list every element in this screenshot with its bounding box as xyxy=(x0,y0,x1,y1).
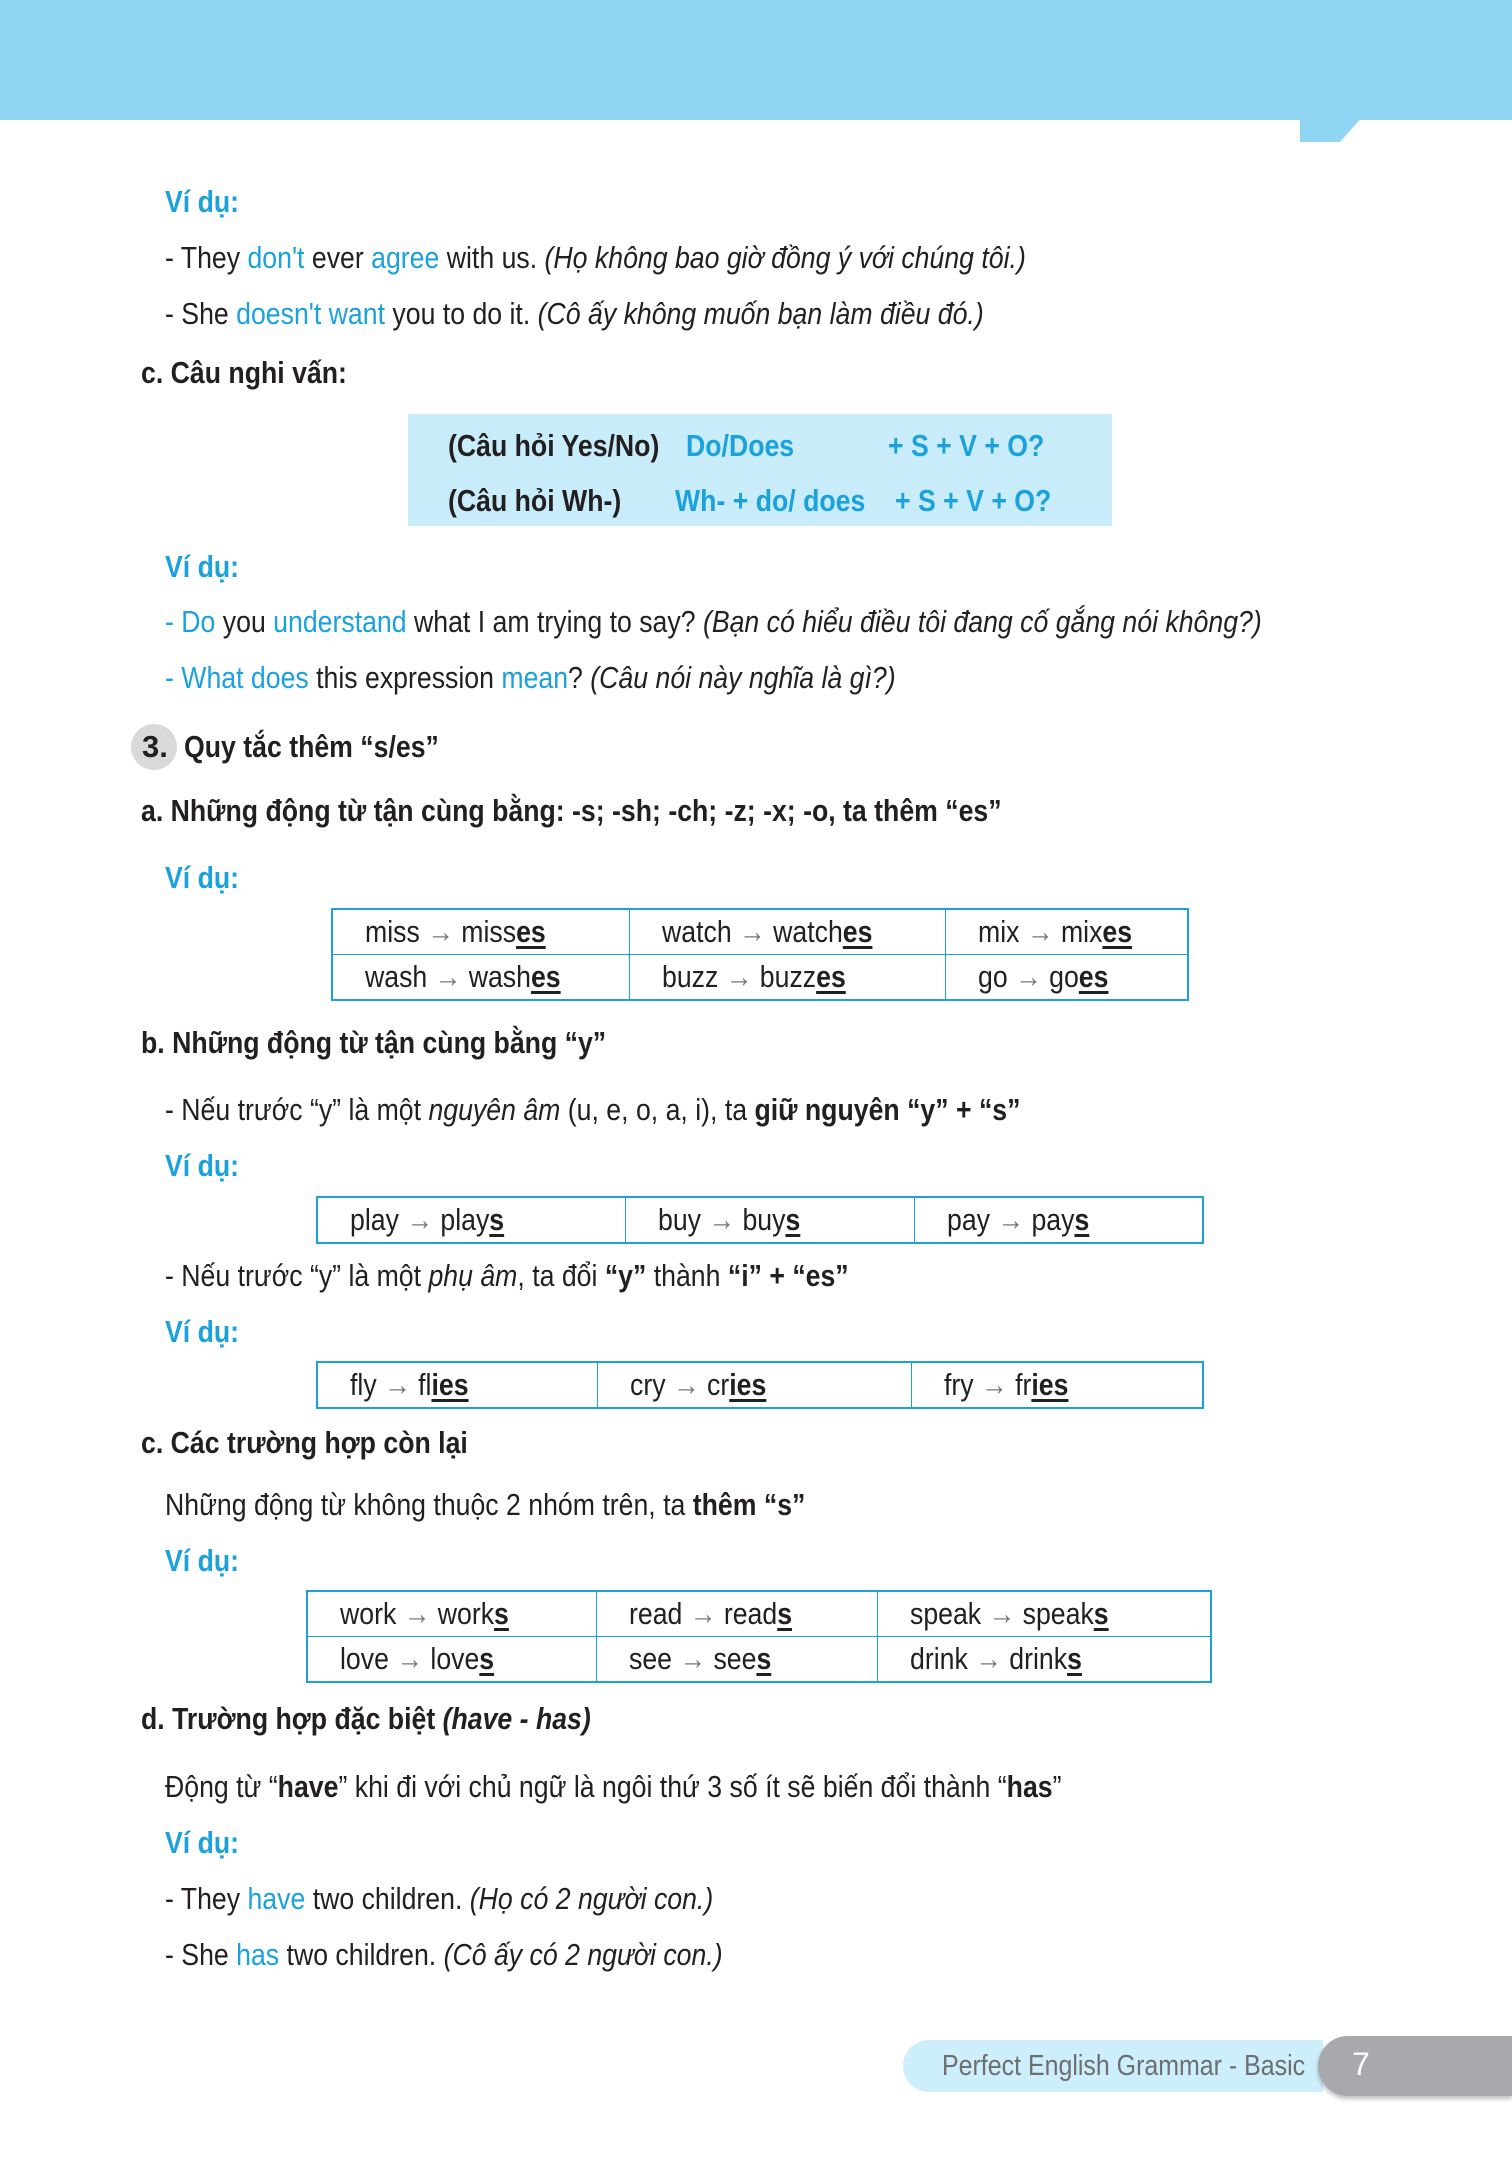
verb-suffix: s xyxy=(479,1641,495,1676)
table-cell xyxy=(626,1197,914,1243)
verb-stem: cr xyxy=(707,1367,730,1402)
example-label: Ví dụ: xyxy=(165,1825,240,1860)
highlight-text: mean xyxy=(501,660,569,695)
table-cell xyxy=(629,909,945,955)
section-number: 3. xyxy=(142,729,168,764)
highlight-text: - What does xyxy=(165,660,309,695)
verb-suffix: s xyxy=(494,1596,509,1631)
verb-stem: speak xyxy=(1022,1596,1094,1631)
text: ” xyxy=(1052,1769,1062,1804)
text: - Nếu trước “y” là một xyxy=(165,1258,429,1293)
table-cell xyxy=(946,909,1188,955)
arrow-icon: → xyxy=(989,1202,1032,1237)
verb-base: buy xyxy=(658,1202,702,1237)
example-label: Ví dụ: xyxy=(165,1543,240,1578)
arrow-icon: → xyxy=(682,1596,725,1631)
text: d. Trường hợp đặc biệt xyxy=(141,1701,443,1736)
verb-transform xyxy=(630,1367,766,1403)
arrow-icon: → xyxy=(731,914,773,949)
table-cell xyxy=(332,909,629,955)
verb-stem: love xyxy=(430,1641,480,1676)
verb-stem: pay xyxy=(1031,1202,1075,1237)
verb-base: pay xyxy=(946,1202,990,1237)
translation: (Cô ấy không muốn bạn làm điều đó.) xyxy=(537,296,984,331)
text: you to do it. xyxy=(384,296,538,331)
verb-base: work xyxy=(340,1596,397,1631)
verb-transform xyxy=(365,914,546,950)
verb-stem: go xyxy=(1049,959,1079,994)
example-sentence xyxy=(165,238,1026,278)
rule-text xyxy=(165,1090,1020,1130)
verb-stem: miss xyxy=(461,914,517,949)
example-sentence xyxy=(165,658,896,698)
verb-base: love xyxy=(340,1641,389,1676)
arrow-icon: → xyxy=(718,959,760,994)
text: ever xyxy=(304,240,372,275)
text: two children. xyxy=(305,1881,470,1916)
highlight-text: have xyxy=(247,1881,306,1916)
table-row xyxy=(317,1197,1203,1243)
emphasis-text: nguyên âm xyxy=(428,1092,561,1127)
verb-stem: read xyxy=(724,1596,778,1631)
rule-text xyxy=(165,1485,805,1525)
rule-text xyxy=(165,1767,1061,1807)
translation: (Bạn có hiểu điều tôi đang cố gắng nói không?) xyxy=(702,604,1262,639)
table-row xyxy=(317,1362,1203,1408)
arrow-icon: → xyxy=(967,1641,1010,1676)
arrow-icon: → xyxy=(973,1367,1015,1402)
verb-transform xyxy=(629,1596,792,1632)
verb-suffix: es xyxy=(815,959,846,994)
formula-label: (Câu hỏi Yes/No) xyxy=(448,428,660,463)
example-label: Ví dụ: xyxy=(165,860,240,895)
verb-suffix: s xyxy=(1093,1596,1109,1631)
table-cell xyxy=(307,1637,597,1683)
emphasis-text: phụ âm xyxy=(428,1258,518,1293)
table-cell xyxy=(597,1591,878,1637)
verb-base: buzz xyxy=(661,959,719,994)
formula-aux: Do/Does xyxy=(686,428,795,463)
text: - She xyxy=(165,1937,237,1972)
verb-transform xyxy=(340,1641,494,1677)
footer-book-title: Perfect English Grammar - Basic xyxy=(942,2050,1306,2082)
verb-stem: buy xyxy=(742,1202,786,1237)
verb-transform xyxy=(662,959,846,995)
verb-stem: work xyxy=(437,1596,495,1631)
text: Động từ “ xyxy=(165,1769,278,1804)
verb-transform xyxy=(978,959,1108,995)
verb-stem: see xyxy=(713,1641,757,1676)
section-heading: a. Những động từ tận cùng bằng: -s; -sh; -ch; -z; -x; -o, ta thêm “es” xyxy=(141,793,1002,828)
highlight-text: don't xyxy=(247,240,305,275)
verb-stem: wash xyxy=(468,959,531,994)
verb-transform xyxy=(947,1202,1089,1238)
verb-table xyxy=(316,1196,1204,1244)
verb-suffix: es xyxy=(1078,959,1109,994)
verb-transform xyxy=(350,1202,504,1238)
text: ? xyxy=(568,660,591,695)
translation: (Họ có 2 người con.) xyxy=(469,1881,714,1916)
highlight-text: understand xyxy=(273,604,407,639)
section-heading xyxy=(141,1699,591,1739)
verb-suffix: es xyxy=(516,914,546,949)
arrow-icon: → xyxy=(427,959,469,994)
verb-stem: watch xyxy=(772,914,843,949)
text: with us. xyxy=(439,240,545,275)
text: ” khi đi với chủ ngữ là ngôi thứ 3 số ít sẽ biến đổi thành “ xyxy=(338,1769,1007,1804)
verb-base: play xyxy=(350,1202,399,1237)
table-cell xyxy=(911,1362,1203,1408)
example-sentence xyxy=(165,602,1262,642)
example-sentence xyxy=(165,1879,713,1919)
table-cell xyxy=(598,1362,912,1408)
verb-base: drink xyxy=(910,1641,968,1676)
verb-suffix: s xyxy=(489,1202,505,1237)
highlight-text: agree xyxy=(371,240,440,275)
highlight-text: has xyxy=(236,1937,280,1972)
verb-suffix: es xyxy=(530,959,561,994)
table-row xyxy=(307,1591,1211,1637)
verb-transform xyxy=(629,1641,771,1677)
verb-transform xyxy=(910,1596,1109,1632)
verb-suffix: ies xyxy=(1031,1367,1069,1402)
text: - They xyxy=(165,240,248,275)
bold-text: have xyxy=(277,1769,339,1804)
verb-base: read xyxy=(629,1596,683,1631)
verb-table xyxy=(306,1590,1212,1683)
text: you xyxy=(215,604,274,639)
verb-base: see xyxy=(629,1641,673,1676)
translation: (Họ không bao giờ đồng ý với chúng tôi.) xyxy=(544,240,1026,275)
page-number: 7 xyxy=(1352,2046,1370,2082)
arrow-icon: → xyxy=(419,914,462,949)
table-cell xyxy=(317,1362,598,1408)
verb-transform xyxy=(658,1202,800,1238)
table-row xyxy=(307,1637,1211,1683)
text: two children. xyxy=(279,1937,444,1972)
table-cell xyxy=(332,955,629,1001)
verb-stem: drink xyxy=(1009,1641,1068,1676)
verb-suffix: es xyxy=(842,914,873,949)
table-row xyxy=(332,909,1188,955)
section-heading: c. Các trường hợp còn lại xyxy=(141,1425,468,1460)
text: , ta đổi xyxy=(517,1258,605,1293)
highlight-text: - Do xyxy=(165,604,216,639)
arrow-icon: → xyxy=(1019,914,1062,949)
arrow-icon: → xyxy=(398,1202,441,1237)
verb-base: go xyxy=(978,959,1008,994)
arrow-icon: → xyxy=(388,1641,431,1676)
formula-aux: Wh- + do/ does xyxy=(675,483,866,518)
verb-transform xyxy=(910,1641,1082,1677)
verb-table xyxy=(331,908,1189,1001)
verb-base: miss xyxy=(365,914,420,949)
verb-transform xyxy=(365,959,561,995)
verb-stem: fr xyxy=(1014,1367,1032,1402)
verb-suffix: s xyxy=(1067,1641,1082,1676)
text: - Nếu trước “y” là một xyxy=(165,1092,429,1127)
header-banner-notch xyxy=(1300,92,1384,142)
translation: (Cô ấy có 2 người con.) xyxy=(443,1937,723,1972)
verb-suffix: ies xyxy=(729,1367,767,1402)
bold-text: has xyxy=(1006,1769,1053,1804)
header-banner xyxy=(0,0,1512,120)
table-cell xyxy=(629,955,945,1001)
text: Những động từ không thuộc 2 nhóm trên, ta xyxy=(165,1487,693,1522)
formula-label: (Câu hỏi Wh-) xyxy=(448,483,622,518)
verb-suffix: es xyxy=(1102,914,1133,949)
table-cell xyxy=(307,1591,597,1637)
bold-text: giữ nguyên “y” + “s” xyxy=(754,1092,1021,1127)
translation: (Câu nói này nghĩa là gì?) xyxy=(590,660,896,695)
highlight-text: doesn't want xyxy=(236,296,385,331)
table-cell xyxy=(878,1637,1211,1683)
verb-table xyxy=(316,1361,1204,1409)
bold-text: “y” xyxy=(604,1258,647,1293)
formula-tail: + S + V + O? xyxy=(895,483,1052,518)
verb-transform xyxy=(944,1367,1068,1403)
section-title: Quy tắc thêm “s/es” xyxy=(184,729,439,764)
text: what I am trying to say? xyxy=(406,604,703,639)
example-sentence xyxy=(165,1935,723,1975)
verb-stem: play xyxy=(440,1202,490,1237)
verb-base: fry xyxy=(943,1367,974,1402)
page-number-tab xyxy=(1318,2036,1512,2096)
verb-suffix: s xyxy=(1074,1202,1089,1237)
table-cell xyxy=(946,955,1188,1001)
verb-transform xyxy=(350,1367,469,1403)
section-heading: c. Câu nghi vấn: xyxy=(141,355,347,390)
rule-text xyxy=(165,1256,849,1296)
example-label: Ví dụ: xyxy=(165,1314,240,1349)
verb-base: mix xyxy=(978,914,1020,949)
table-cell xyxy=(914,1197,1203,1243)
text: this expression xyxy=(308,660,502,695)
table-row xyxy=(332,955,1188,1001)
verb-suffix: s xyxy=(785,1202,801,1237)
verb-suffix: s xyxy=(756,1641,772,1676)
table-cell xyxy=(878,1591,1211,1637)
table-cell xyxy=(317,1197,626,1243)
verb-stem: fl xyxy=(418,1367,432,1402)
arrow-icon: → xyxy=(396,1596,438,1631)
emphasis-text: (have - has) xyxy=(442,1701,591,1736)
example-sentence xyxy=(165,294,984,334)
table-cell xyxy=(597,1637,878,1683)
verb-transform xyxy=(978,914,1132,950)
arrow-icon: → xyxy=(376,1367,419,1402)
text: thành xyxy=(646,1258,728,1293)
verb-stem: buzz xyxy=(759,959,816,994)
verb-base: watch xyxy=(661,914,732,949)
section-heading: b. Những động từ tận cùng bằng “y” xyxy=(141,1025,607,1060)
arrow-icon: → xyxy=(701,1202,743,1237)
formula-tail: + S + V + O? xyxy=(888,428,1045,463)
verb-stem: mix xyxy=(1061,914,1103,949)
formula-box xyxy=(408,414,1112,526)
arrow-icon: → xyxy=(1007,959,1050,994)
text: - She xyxy=(165,296,237,331)
verb-base: wash xyxy=(365,959,428,994)
bold-text: “i” + “es” xyxy=(727,1258,849,1293)
example-label: Ví dụ: xyxy=(165,1148,240,1183)
example-label: Ví dụ: xyxy=(165,549,240,584)
verb-base: fly xyxy=(350,1367,377,1402)
arrow-icon: → xyxy=(665,1367,708,1402)
text: - They xyxy=(165,1881,248,1916)
text: (u, e, o, a, i), ta xyxy=(560,1092,755,1127)
verb-base: speak xyxy=(910,1596,982,1631)
arrow-icon: → xyxy=(672,1641,714,1676)
verb-transform xyxy=(340,1596,509,1632)
example-label: Ví dụ: xyxy=(165,184,240,219)
arrow-icon: → xyxy=(981,1596,1023,1631)
verb-suffix: ies xyxy=(431,1367,469,1402)
verb-suffix: s xyxy=(777,1596,793,1631)
verb-transform xyxy=(662,914,872,950)
verb-base: cry xyxy=(630,1367,666,1402)
bold-text: thêm “s” xyxy=(692,1487,806,1522)
